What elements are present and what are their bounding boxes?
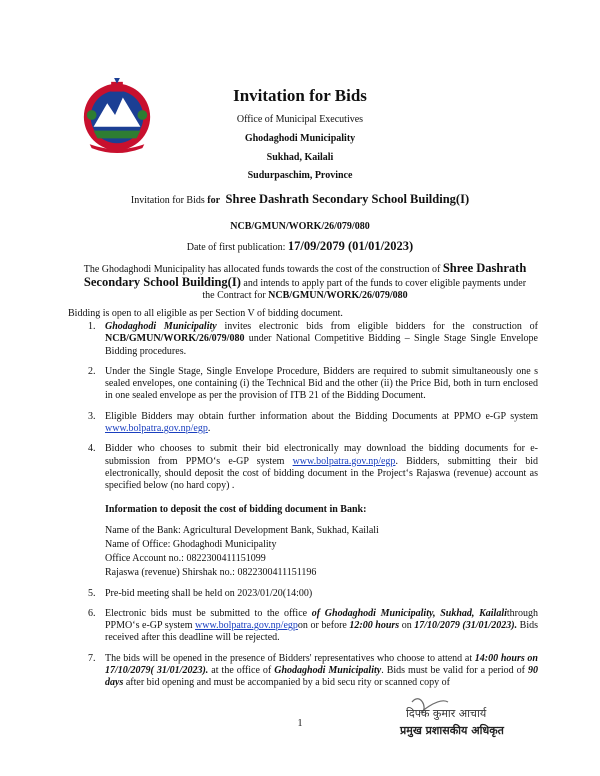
office-name-line: Name of Office: Ghodaghodi Municipality [105, 538, 277, 550]
item-text: . Bids must be valid for a period of [381, 665, 528, 677]
item-number: 2. [88, 365, 96, 377]
item-number: 1. [88, 321, 96, 332]
list-item [68, 653, 538, 690]
bank-name: Name of the Bank: Agricultural Development Bank, Sukhad, Kailali [105, 524, 379, 536]
item-text: Eligible Bidders may obtain further information about the Bidding Documents at PPMO e-GP system [105, 410, 538, 422]
item-time: 14:00 hours on 17/10/2079( 31/01/2023). [105, 652, 538, 677]
item-text: Electronic bids must be submitted to the office [105, 607, 312, 619]
item-text: . Bidders, submitting their bid electronically, should deposit the cost of bidding document in the Project‘s Rajaswa (revenue) account as specified below (no hard copy) . [105, 455, 538, 492]
item-text: invites electronic bids from eligible bidders for the construction of [216, 321, 539, 332]
signature-name: दिपक कुमार आचार्य [406, 707, 487, 720]
invitation-prefix: Invitation for Bids [130, 195, 205, 206]
municipality-location: Sukhad, Kailali [266, 152, 334, 163]
item-text: Bidder who chooses to submit their bid electronically may download the bidding documents for e-submission from PPMO‘s e-GP system [105, 443, 538, 467]
item-reference: NCB/GMUN/WORK/26/079/080 [105, 333, 245, 345]
item-office: of Ghodaghodi Municipality, Sukhad, Kailali [311, 607, 507, 619]
list-item [68, 411, 538, 436]
egp-link[interactable]: www.bolpatra.gov.np/egp [105, 423, 208, 435]
signature-stamp [398, 690, 548, 738]
item-text: The bids will be opened in the presence of Bidders' representatives who choose to attend at [105, 652, 475, 664]
eligibility-statement: Bidding is open to all eligible as per Section V of bidding document. [68, 308, 343, 319]
item-number: 4. [88, 443, 96, 455]
intro-text-2: and intends to apply part of the funds to cover eligible payments under the Contract for [202, 278, 527, 301]
list-item [68, 443, 538, 579]
intro-paragraph [80, 262, 530, 302]
item-office: Ghodaghodi Municipality [274, 665, 382, 677]
item-text: under National Competitive Bidding – Single Stage Single Envelope Bidding procedures. [105, 333, 538, 357]
intro-contract: NCB/GMUN/WORK/26/079/080 [268, 290, 408, 301]
municipality-name: Ghodaghodi Municipality [244, 133, 356, 144]
document-title: Invitation for Bids [233, 86, 367, 105]
item-text: . [207, 423, 211, 435]
intro-text-1: The Ghodaghodi Municipality has allocated funds towards the cost of the construction of [83, 264, 441, 275]
publication-date-line [0, 239, 600, 254]
list-item [68, 588, 538, 600]
province-name: Sudurpaschim, Province [247, 170, 353, 181]
item-text: on [399, 620, 415, 632]
item-text: Pre-bid meeting shall be held on 2023/01/20(14:00) [105, 587, 313, 599]
item-date: 17/10/2079 (31/01/2023). [414, 620, 518, 632]
office-account: Office Account no.: 0822300411151099 [105, 552, 266, 564]
office-name: Office of Municipal Executives [236, 114, 364, 125]
page-number: 1 [297, 718, 303, 729]
item-deadline: 12:00 hours [349, 620, 400, 632]
item-number: 6. [88, 607, 96, 619]
item-text: through PPMO‘s e-GP system [105, 607, 538, 632]
publication-label: Date of first publication: [186, 242, 286, 253]
bank-info-heading: Information to deposit the cost of bidding document in Bank: [105, 503, 367, 515]
list-item [68, 608, 538, 645]
intro-project: Shree Dashrath Secondary School Building(I) [83, 261, 527, 289]
bank-info [105, 503, 538, 580]
invitation-for: for [207, 195, 221, 206]
egp-link[interactable]: www.bolpatra.gov.np/egp [292, 455, 396, 467]
project-name: Shree Dashrath Secondary School Building(I) [225, 192, 470, 206]
signature-designation: प्रमुख प्रशासकीय अधिकृत [400, 724, 504, 737]
item-number: 3. [88, 410, 96, 422]
publication-date: 17/09/2079 (01/01/2023) [287, 239, 414, 253]
item-text: after bid opening and must be accompanied by a bid secu rity or scanned copy of [123, 677, 450, 689]
item-text: Under the Single Stage, Single Envelope Procedure, Bidders are required to submit simultaneously one s sealed envelopes, one containing (i) the Technical Bid and the other (ii) the Price Bid, both in turn enclosed in one sealed envelope as per the provision of ITB 21 of the Bidding Document. [105, 365, 538, 402]
reference-number: NCB/GMUN/WORK/26/079/080 [230, 221, 370, 232]
item-number: 7. [88, 652, 96, 664]
item-text: Bids received after this deadline will be rejected. [105, 620, 538, 644]
item-text: at the office of [208, 665, 275, 677]
bid-instructions-list [68, 321, 538, 698]
item-number: 5. [88, 587, 96, 599]
revenue-account: Rajaswa (revenue) Shirshak no.: 0822300411151196 [105, 566, 317, 578]
list-item [68, 321, 538, 358]
egp-link[interactable]: www.bolpatra.gov.np/egp [195, 620, 298, 632]
list-item [68, 366, 538, 403]
item-lead: Ghodaghodi Municipality [105, 321, 217, 332]
item-text: on or before [297, 620, 350, 632]
item-days: 90 days [105, 665, 538, 689]
invitation-line [0, 192, 600, 207]
